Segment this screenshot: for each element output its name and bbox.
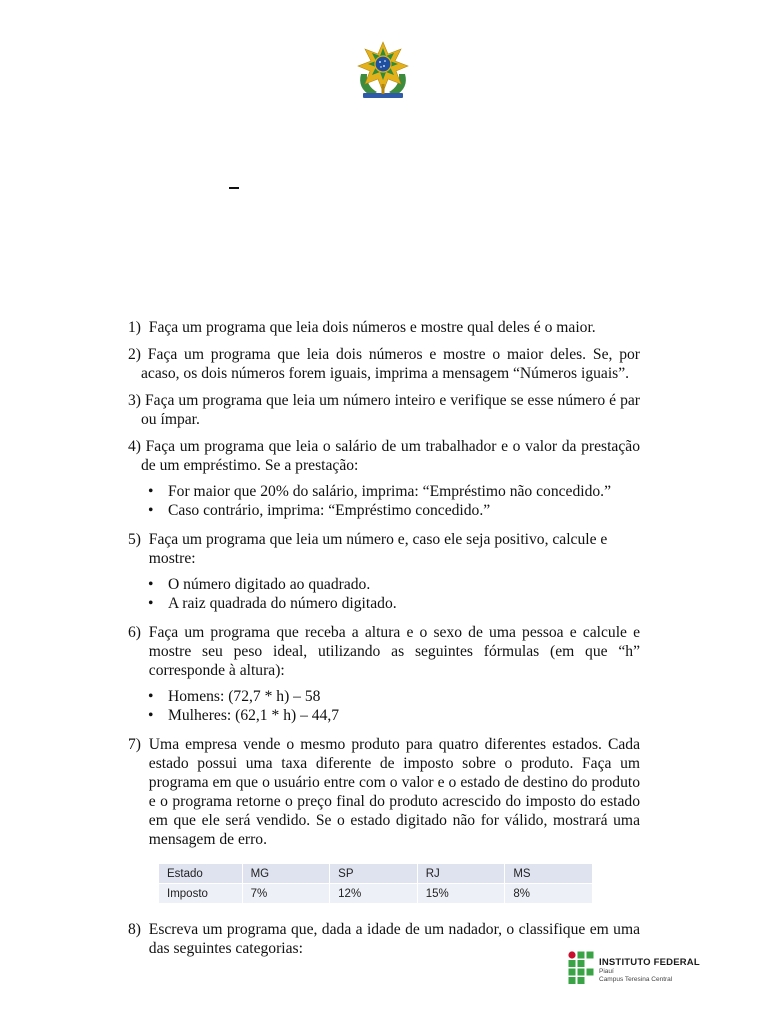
table-cell: SP bbox=[330, 864, 418, 884]
question-6-bullets bbox=[128, 688, 640, 725]
question-6 bbox=[128, 623, 640, 680]
question-text: Faça um programa que leia dois números e mostre qual deles é o maior. bbox=[148, 319, 596, 336]
exercise-list bbox=[128, 318, 640, 966]
question-5 bbox=[128, 530, 640, 568]
question-text: Faça um programa que receba a altura e o sexo de uma pessoa e calcule e mostre seu peso ideal, utilizando as seguintes fórmulas (em que “h” corresponde à altura): bbox=[148, 624, 640, 679]
bullet-item: • Mulheres: (62,1 * h) – 44,7 bbox=[148, 707, 640, 726]
bullet-item: • For maior que 20% do salário, imprima: “Empréstimo não concedido.” bbox=[148, 483, 640, 502]
table-cell: 15% bbox=[417, 884, 505, 904]
question-text: Uma empresa vende o mesmo produto para quatro diferentes estados. Cada estado possui uma taxa diferente de imposto sobre o produto. Faça um programa em que o usuário entre com o valor e o estado de destino do produto e o programa retorne o preço final do produto acrescido do imposto do estado em que ele será vendido. Se o estado digitado não for válido, mostrará uma mensagem de erro. bbox=[148, 736, 640, 848]
bullet-item: • Homens: (72,7 * h) – 58 bbox=[148, 688, 640, 707]
question-4-bullets bbox=[128, 483, 640, 520]
question-number: 6) bbox=[128, 624, 141, 641]
question-number: 1) bbox=[128, 319, 141, 336]
logo-campus: Campus Teresina Central bbox=[599, 975, 673, 983]
table-cell: 8% bbox=[505, 884, 593, 904]
question-1 bbox=[128, 318, 640, 337]
question-number: 5) bbox=[128, 531, 141, 548]
question-5-bullets bbox=[128, 576, 640, 613]
table-cell: RJ bbox=[417, 864, 505, 884]
logo-title: INSTITUTO FEDERAL bbox=[599, 957, 700, 968]
table-cell: MS bbox=[505, 864, 593, 884]
table-cell: MG bbox=[242, 864, 330, 884]
title-dash bbox=[229, 187, 239, 189]
bullet-item: • A raiz quadrada do número digitado. bbox=[148, 595, 640, 614]
table-cell: Estado bbox=[159, 864, 243, 884]
logo-state: Piauí bbox=[599, 968, 614, 975]
if-logo-icon bbox=[568, 951, 594, 985]
tax-table bbox=[158, 863, 593, 904]
question-number: 7) bbox=[128, 736, 141, 753]
table-cell: 7% bbox=[242, 884, 330, 904]
bullet-item: • Caso contrário, imprima: “Empréstimo concedido.” bbox=[148, 502, 640, 521]
question-4: 4) Faça um programa que leia o salário de um trabalhador e o valor da prestação de um empréstimo. Se a prestação: bbox=[128, 438, 640, 474]
table-header-row bbox=[159, 864, 593, 884]
instituto-federal-logo bbox=[568, 951, 718, 985]
question-number: 8) bbox=[128, 921, 141, 938]
question-3: 3) Faça um programa que leia um número inteiro e verifique se esse número é par ou ímpar. bbox=[128, 392, 640, 428]
table-cell: Imposto bbox=[159, 884, 243, 904]
bullet-item: • O número digitado ao quadrado. bbox=[148, 576, 640, 595]
question-text: Escreva um programa que, dada a idade de um nadador, o classifique em uma das seguintes categorias: bbox=[148, 921, 640, 957]
table-row bbox=[159, 884, 593, 904]
question-8 bbox=[128, 920, 640, 958]
table-cell: 12% bbox=[330, 884, 418, 904]
question-7 bbox=[128, 735, 640, 849]
brazil-coat-of-arms-icon bbox=[353, 40, 413, 102]
question-text: Faça um programa que leia um número e, caso ele seja positivo, calcule e mostre: bbox=[148, 531, 608, 567]
question-2: 2) Faça um programa que leia dois números e mostre o maior deles. Se, por acaso, os dois números forem iguais, imprima a mensagem “Números iguais”. bbox=[128, 346, 640, 382]
